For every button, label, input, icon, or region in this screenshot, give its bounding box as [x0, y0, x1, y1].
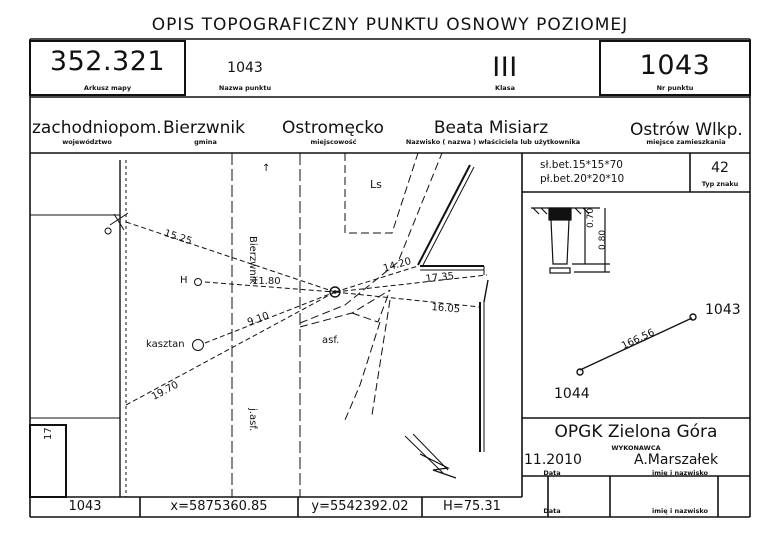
sheet-number-label: Arkusz mapy	[83, 84, 132, 92]
sheet-number: 352.321	[49, 46, 166, 77]
distance-15-25: 15.25	[162, 228, 194, 248]
distance-9-10: 9.10	[246, 310, 271, 329]
class-label: Klasa	[495, 84, 515, 92]
executor-name-label: imię i nazwisko	[652, 469, 708, 477]
executor-name: A.Marszałek	[634, 452, 719, 468]
distance-14-20: 14.20	[382, 256, 413, 275]
sign-spec-2: pł.bet.20*20*10	[540, 173, 625, 185]
commune-value: Bierzwnik	[163, 118, 246, 138]
voivodeship-value: zachodniopom.	[32, 118, 162, 138]
overview-distance: 166.56	[620, 327, 657, 352]
owner-value: Beata Misiarz	[433, 118, 549, 138]
document-title: OPIS TOPOGRAFICZNY PUNKTU OSNOWY POZIOMEJ	[151, 15, 629, 35]
voivodeship-label: województwo	[62, 138, 112, 146]
parcel-number: 17	[43, 427, 54, 440]
coordinate-x: x=5875360.85	[170, 499, 268, 514]
road-asphalt-label: j.asf.	[247, 408, 258, 432]
point-number-label: Nr punktu	[656, 84, 694, 92]
owner-label: Nazwisko ( nazwa ) właściciela lub użytkownika	[405, 138, 581, 146]
executor-date: 11.2010	[524, 452, 582, 468]
executor-company-label: WYKONAWCA	[611, 444, 661, 452]
residence-value: Ostrów Wlkp.	[630, 120, 743, 140]
distance-19-70: 19.70	[150, 379, 181, 403]
point-name: 1043	[227, 60, 263, 76]
executor-date-label: Data	[543, 469, 561, 477]
road-arrow-icon: ↑	[262, 163, 271, 174]
forest-label: Ls	[370, 178, 382, 191]
sign-dim-lower: 0.80	[598, 229, 608, 250]
locality-label: miejscowość	[310, 138, 357, 146]
class-value: III	[492, 52, 518, 83]
second-name-label: imię i nazwisko	[652, 507, 708, 515]
residence-label: miejsce zamieszkania	[646, 138, 726, 146]
footer-point: 1043	[68, 499, 102, 514]
commune-label: gmina	[194, 138, 217, 146]
sign-type: 42	[711, 160, 729, 176]
point-name-label: Nazwa punktu	[218, 84, 272, 92]
sign-dim-upper: 0.70	[586, 207, 596, 228]
height-value: H=75.31	[443, 499, 501, 514]
locality-value: Ostromęcko	[282, 118, 384, 138]
distance-11-80: 11.80	[252, 276, 281, 287]
hydrant-label: H	[180, 275, 188, 286]
second-date-label: Data	[543, 507, 561, 515]
road-label: Bierzwnik	[247, 236, 258, 285]
point-number: 1043	[639, 50, 711, 81]
overview-point-a: 1043	[705, 302, 741, 318]
overview-point-b: 1044	[554, 386, 590, 402]
executor-company: OPGK Zielona Góra	[554, 422, 718, 442]
sign-type-label: Typ znaku	[701, 180, 739, 188]
asphalt-label: asf.	[322, 335, 340, 346]
tree-label: kasztan	[146, 339, 185, 350]
coordinate-y: y=5542392.02	[311, 499, 409, 514]
distance-17-35: 17.35	[425, 271, 455, 285]
sign-spec-1: sł.bet.15*15*70	[540, 159, 623, 171]
distance-16-05: 16.05	[431, 302, 461, 316]
